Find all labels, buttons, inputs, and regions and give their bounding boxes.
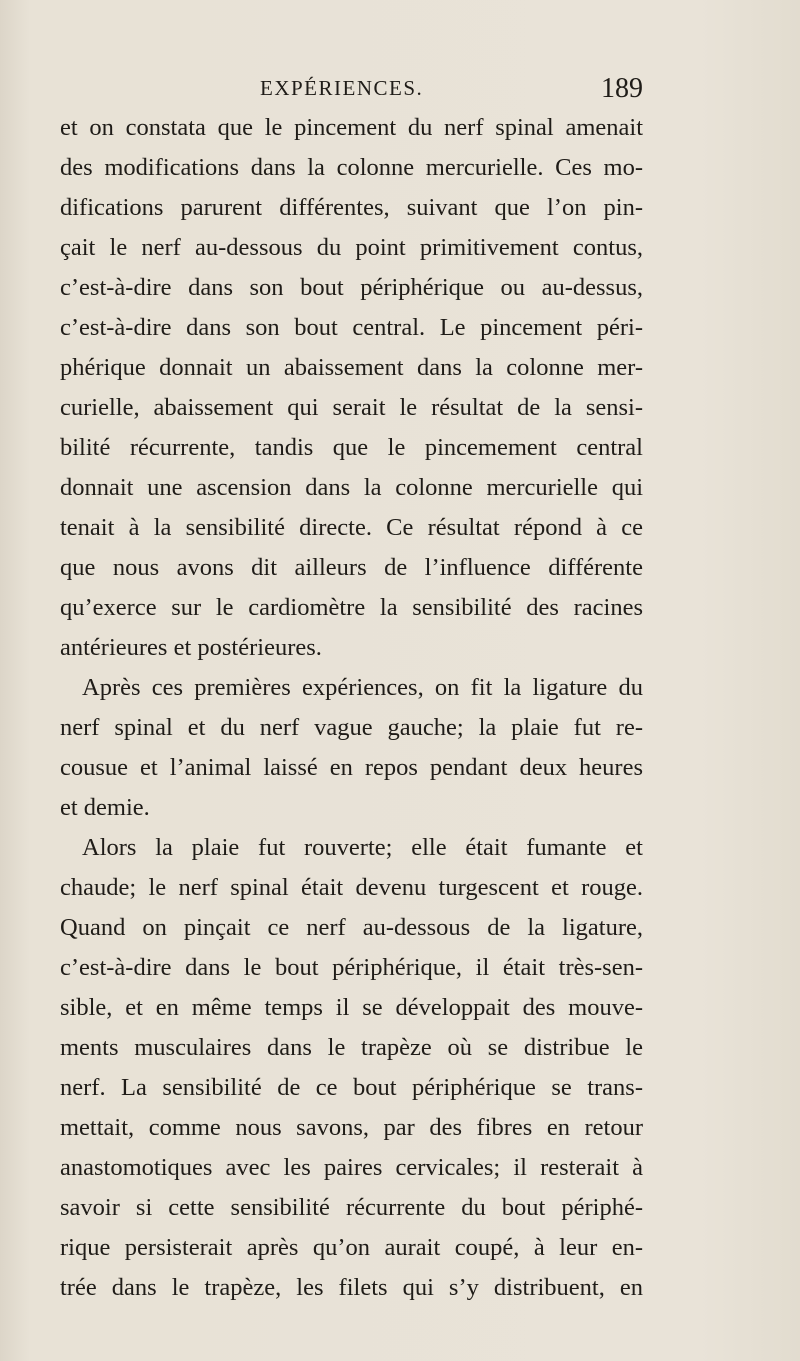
text-line: rique persisterait après qu’on aurait coupé, à leur en- — [60, 1234, 643, 1261]
text-line: sible, et en même temps il se développait des mouve- — [60, 994, 643, 1021]
text-line: anastomotiques avec les paires cervicales; il resterait à — [60, 1154, 643, 1181]
text-line: nerf spinal et du nerf vague gauche; la plaie fut re- — [60, 714, 643, 741]
text-line: c’est-à-dire dans son bout central. Le pincement péri- — [60, 314, 643, 341]
text-line: Alors la plaie fut rouverte; elle était fumante et — [82, 834, 643, 861]
text-line: et demie. — [60, 794, 150, 821]
text-line: cousue et l’animal laissé en repos pendant deux heures — [60, 754, 643, 781]
text-line: Après ces premières expériences, on fit la ligature du — [82, 674, 643, 701]
text-line: trée dans le trapèze, les filets qui s’y distribuent, en — [60, 1274, 643, 1301]
text-line: bilité récurrente, tandis que le pincemement central — [60, 434, 643, 461]
text-line: que nous avons dit ailleurs de l’influence différente — [60, 554, 643, 581]
text-line: ments musculaires dans le trapèze où se distribue le — [60, 1034, 643, 1061]
text-line: nerf. La sensibilité de ce bout périphérique se trans- — [60, 1074, 643, 1101]
text-line: c’est-à-dire dans le bout périphérique, il était très-sen- — [60, 954, 643, 981]
text-line: chaude; le nerf spinal était devenu turgescent et rouge. — [60, 874, 643, 901]
text-line: tenait à la sensibilité directe. Ce résultat répond à ce — [60, 514, 643, 541]
text-line: phérique donnait un abaissement dans la colonne mer- — [60, 354, 643, 381]
text-line: çait le nerf au-dessous du point primitivement contus, — [60, 234, 643, 261]
text-line: des modifications dans la colonne mercurielle. Ces mo- — [60, 154, 643, 181]
page-header — [60, 73, 643, 106]
text-line: et on constata que le pincement du nerf spinal amenait — [60, 114, 643, 141]
text-line: antérieures et postérieures. — [60, 634, 322, 661]
text-line: mettait, comme nous savons, par des fibres en retour — [60, 1114, 643, 1141]
text-line: qu’exerce sur le cardiomètre la sensibilité des racines — [60, 594, 643, 621]
text-line: savoir si cette sensibilité récurrente du bout périphé- — [60, 1194, 643, 1221]
text-line: Quand on pinçait ce nerf au-dessous de la ligature, — [60, 914, 643, 941]
text-line: difications parurent différentes, suivant que l’on pin- — [60, 194, 643, 221]
page-number: 189 — [601, 73, 643, 104]
running-title: EXPÉRIENCES. — [260, 76, 424, 100]
text-line: curielle, abaissement qui serait le résultat de la sensi- — [60, 394, 643, 421]
body-text — [60, 108, 643, 1308]
text-line: donnait une ascension dans la colonne mercurielle qui — [60, 474, 643, 501]
text-line: c’est-à-dire dans son bout périphérique ou au-dessus, — [60, 274, 643, 301]
